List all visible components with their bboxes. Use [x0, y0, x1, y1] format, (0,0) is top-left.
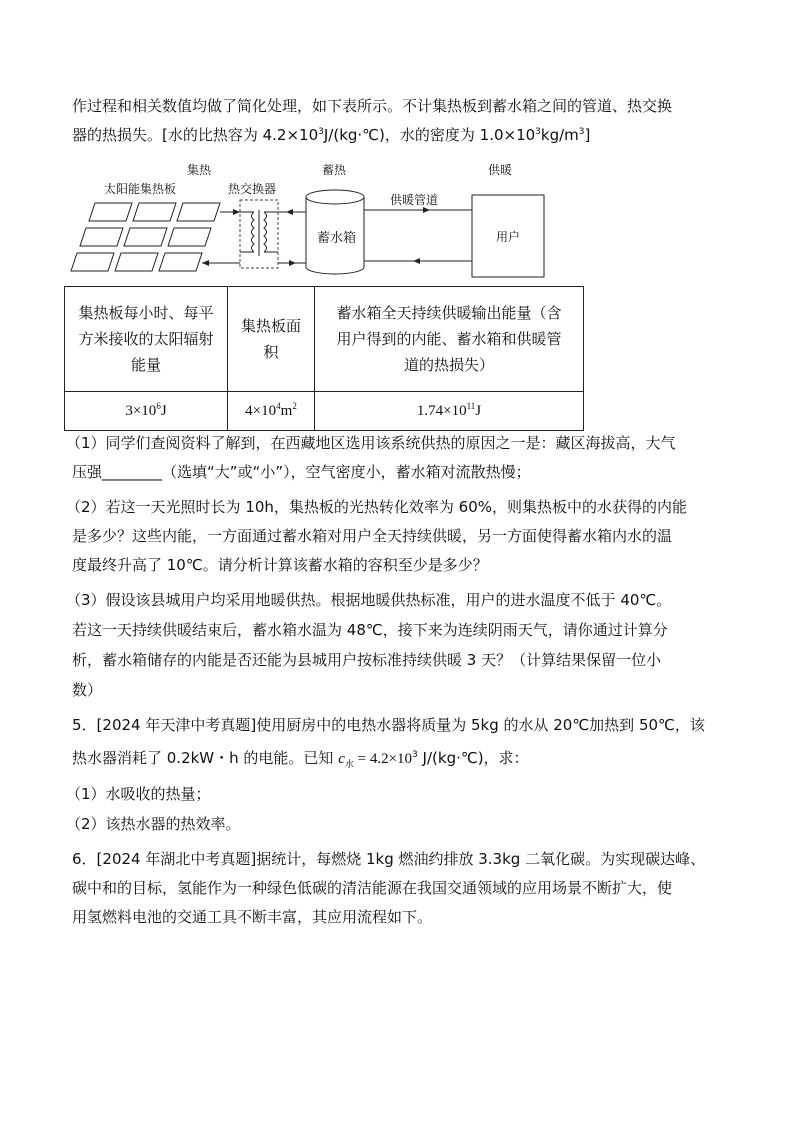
exponent: 11 [466, 401, 476, 411]
p5-text: J/(kg·℃)，求： [417, 749, 529, 767]
p6-line-2: 碳中和的目标，氢能作为一种绿色低碳的清洁能源在我国交通领域的应用场景不断扩大，使 [72, 879, 673, 897]
label-store: 蓄热 [322, 163, 347, 177]
label-user: 用户 [496, 230, 521, 244]
label-solar-panel: 太阳能集热板 [104, 182, 177, 196]
header-line: 道的热损失） [403, 356, 494, 374]
p5-sub-2: （2）该热水器的热效率。 [66, 815, 241, 833]
q2-line-1: （2）若这一天光照时长为 10h，集热板的光热转化效率为 60%，则集热板中的水获得的内能 [66, 498, 688, 516]
q3-line-4: 数） [72, 681, 103, 699]
intro-text: kg/m [540, 126, 579, 144]
intro-line-2 [72, 125, 590, 145]
value-text: 4×10 [245, 403, 277, 419]
header-solar-energy [65, 287, 228, 392]
header-line: 集热板面 [240, 317, 301, 335]
table-row [65, 392, 584, 431]
header-panel-area [228, 287, 315, 392]
header-line: 积 [263, 343, 279, 361]
value-text: 3×10 [125, 403, 157, 419]
p5-text: = 4.2×10 [353, 751, 413, 767]
p6-line-3: 用氢燃料电池的交通工具不断丰富，其应用流程如下。 [72, 908, 433, 926]
label-heat: 供暖 [488, 163, 513, 177]
q3-line-3: 析，蓄水箱储存的内能是否还能为县城用户按标准持续供暖 3 天？（计算结果保留一位小 [72, 651, 662, 669]
q1-line-2: 压强________（选填“大”或“小”），空气密度小，蓄水箱对流散热慢； [72, 463, 531, 481]
exponent: 2 [292, 401, 297, 411]
value-unit: J [475, 403, 482, 419]
intro-line-1: 作过程和相关数值均做了简化处理，如下表所示。不计集热板到蓄水箱之间的管道、热交换 [72, 97, 673, 115]
value-panel-area [228, 392, 315, 431]
table-header-row [65, 287, 584, 392]
p5-line-2 [72, 748, 529, 769]
value-solar-energy [65, 392, 228, 431]
header-line: 能量 [130, 356, 161, 374]
header-line: 用户得到的内能、蓄水箱和供暖管 [336, 330, 562, 348]
label-collect: 集热 [187, 163, 212, 177]
data-table [64, 286, 584, 431]
value-output-energy [315, 392, 584, 431]
p5-sub-1: （1）水吸收的热量； [66, 785, 211, 803]
exponent: 3 [412, 750, 418, 760]
header-line: 集热板每小时、每平 [78, 304, 214, 322]
intro-text: 器的热损失。[水的比热容为 4.2×10 [72, 126, 319, 144]
q2-line-2: 是多少？这些内能，一方面通过蓄水箱对用户全天持续供暖，另一方面使得蓄水箱内水的温 [72, 527, 673, 545]
p5-text: 热水器消耗了 0.2kW・h 的电能。已知 [72, 749, 339, 767]
p6-line-1: 6．[2024 年湖北中考真题]据统计，每燃烧 1kg 燃油约排放 3.3kg 二氧化碳。为实现碳达峰、 [72, 850, 706, 868]
header-line: 蓄水箱全天持续供暖输出能量（含 [336, 304, 562, 322]
heat-exchanger [240, 200, 278, 268]
label-heat-exchanger: 热交换器 [228, 182, 277, 196]
storage-tank [306, 190, 364, 274]
label-pipe: 供暖管道 [390, 193, 439, 207]
label-tank: 蓄水箱 [317, 231, 357, 246]
heating-system-diagram [60, 155, 560, 285]
exponent: 3 [535, 127, 541, 137]
value-unit: m [280, 403, 293, 419]
subscript: 水 [344, 760, 354, 770]
exponent: 4 [276, 401, 281, 411]
header-line: 方米接收的太阳辐射 [78, 330, 214, 348]
q3-line-2: 若这一天持续供暖结束后，蓄水箱水温为 48℃，接下来为连续阴雨天气，请你通过计算分 [72, 621, 668, 639]
value-unit: J [160, 403, 167, 419]
exponent: 3 [318, 127, 324, 137]
p5-line-1: 5．[2024 年天津中考真题]使用厨房中的电热水器将质量为 5kg 的水从 20℃加热到 50℃，该 [72, 716, 705, 734]
user-box [472, 195, 544, 277]
exponent: 3 [578, 127, 585, 137]
solar-panel-array [71, 203, 220, 271]
intro-text: J/(kg·℃)，水的密度为 1.0×10 [323, 126, 536, 144]
symbol-c: c [338, 751, 345, 767]
q1-line-1: （1）同学们查阅资料了解到，在西藏地区选用该系统供热的原因之一是：藏区海拔高，大气 [66, 434, 676, 452]
q3-line-1: （3）假设该县城用户均采用地暖供热。根据地暖供热标准，用户的进水温度不低于 40℃。 [66, 591, 672, 609]
header-output-energy [315, 287, 584, 392]
exponent: 6 [156, 401, 161, 411]
intro-text: ] [584, 126, 591, 144]
q2-line-3: 度最终升高了 10℃。请分析计算该蓄水箱的容积至少是多少？ [72, 556, 488, 574]
value-text: 1.74×10 [416, 403, 467, 419]
